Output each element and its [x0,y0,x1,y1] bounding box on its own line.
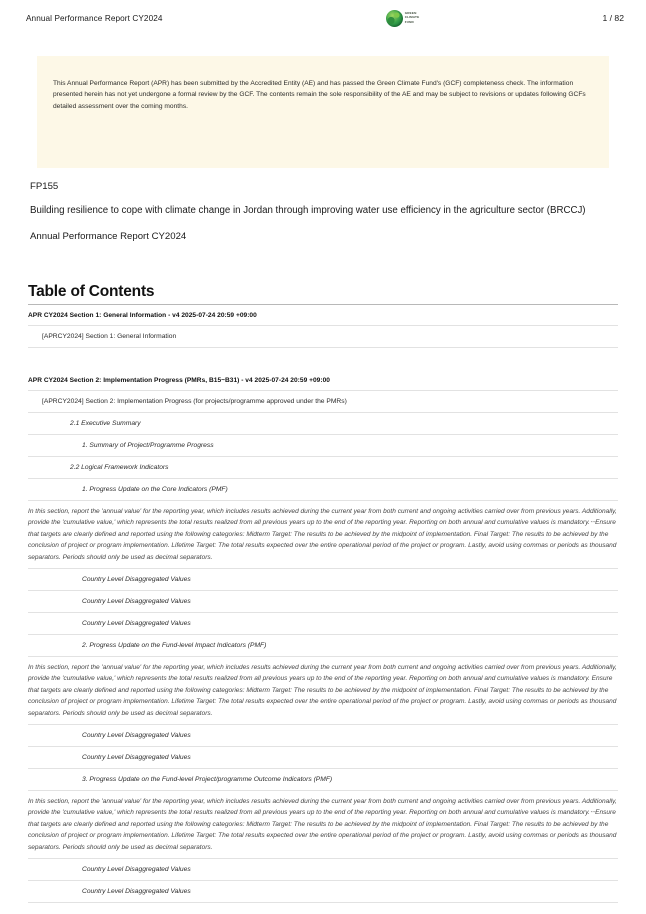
toc-item-country-values[interactable]: Country Level Disaggregated Values [82,620,191,628]
toc-heading: Table of Contents [28,283,618,305]
logo-line-fund: FUND [404,19,414,24]
toc-row [28,413,618,435]
page-header-title: Annual Performance Report CY2024 [26,13,163,23]
toc-section1-header[interactable]: APR CY2024 Section 1: General Information - v4 2025-07-24 20:59 +09:00 [28,312,257,319]
page-number: 1 / 82 [602,13,624,23]
toc-item-country-values[interactable]: Country Level Disaggregated Values [82,576,191,584]
toc-row [28,501,618,569]
toc-row [28,370,618,391]
toc-guidance-text: In this section, report the 'annual value' for the reporting year, which includes results achieved during the current year from both current and ongoing activities carried over from previous years. Additionally, provide the 'cumulative value,' which represents the total results realized from all previous years up to the end of the reporting year. Reporting on both annual and cumulative values is mandatory.⸱⸱⸱Ensure that targets are clearly defined and reported using the following categories: Midterm Target: The results to be achieved by the midpoint of implementation. Final Target: The results to be achieved by the conclusion of project or program implementation. Lifetime Target: The total results expected over the entire operational period of the project or program. Lastly, avoid using commas or periods as thousand separators. Periods should only be used as decimal separators. [28,508,617,561]
report-subtitle: Annual Performance Report CY2024 [30,230,187,242]
toc-row [28,391,618,413]
toc-row [28,657,618,725]
toc-row [28,305,618,326]
toc-item-country-values[interactable]: Country Level Disaggregated Values [82,888,191,896]
toc-row [28,591,618,613]
gcf-logo-wordmark [405,12,420,24]
toc-row [28,769,618,791]
toc-row [28,725,618,747]
toc-item-country-values[interactable]: Country Level Disaggregated Values [82,866,191,874]
toc-guidance-impact-indicators [28,657,618,724]
toc-row [28,435,618,457]
toc-spacer [28,348,618,370]
project-title: Building resilience to cope with climate change in Jordan through improving water use efficiency in the agriculture sector (BRCCJ) [30,205,586,216]
toc-row [28,881,618,903]
document-title-block [30,180,612,243]
completeness-notice-box [37,56,609,168]
completeness-notice-text: This Annual Performance Report (APR) has been submitted by the Accredited Entity (AE) and has passed the Green Climate Fund's (GCF) completeness check. The information presented herein has not yet undergone a formal review by the GCF. The contents remain the sole responsibility of the AE and may be subject to revisions or updates following GCFs detailed assessment over the coming months. [53,80,586,110]
toc-item-summary-progress[interactable]: 1. Summary of Project/Programme Progress [82,442,214,449]
gcf-logo [386,10,420,27]
toc-item-country-values[interactable]: Country Level Disaggregated Values [82,598,191,606]
toc-guidance-outcome-indicators [28,791,618,858]
logo-line-climate: CLIMATE [404,15,420,20]
toc-guidance-text: In this section, report the 'annual value' for the reporting year, which includes results achieved during the current year from both current and ongoing activities carried over from previous years. Additionally, provide the 'cumulative value,' which represents the total results realized from all previous years up to the end of the reporting year. Reporting on both annual and cumulative values is mandatory.⸱⸱⸱Ensure that targets are clearly defined and reported using the following categories: Midterm Target: The results to be achieved by the midpoint of implementation. Final Target: The results to be achieved by the conclusion of project or program implementation. Lifetime Target: The total results expected over the entire operational period of the project or program. Lastly, avoid using commas or periods as thousand separators. Periods should only be used as decimal separators. [28,798,617,851]
toc-section2-item[interactable]: [APRCY2024] Section 2: Implementation Progress (for projects/programme approved under the PMRs) [42,398,347,405]
project-code: FP155 [30,181,59,192]
toc-item-outcome-indicators[interactable]: 3. Progress Update on the Fund-level Project/programme Outcome Indicators (PMF) [82,776,333,784]
toc-row [28,613,618,635]
toc-guidance-core-indicators [28,501,618,568]
toc-row [28,635,618,657]
logo-line-green: GREEN [404,10,417,15]
globe-icon [386,10,403,27]
toc-item-country-values[interactable]: Country Level Disaggregated Values [82,732,191,740]
toc-row [28,747,618,769]
toc-row [28,569,618,591]
toc-row [28,791,618,859]
table-of-contents [28,283,618,903]
toc-item-logical-framework[interactable]: 2.2 Logical Framework Indicators [70,464,169,471]
toc-guidance-text: In this section, report the 'annual value' for the reporting year, which includes results achieved during the current year from both current and ongoing activities carried over from previous years. Additionally, provide the 'cumulative value,' which represents the total results realized from all previous years up to the end of the reporting year. Reporting on both annual and cumulative values is mandatory. Ensure that targets are clearly defined and reported using the following categories: Midterm Target: The results to be achieved by the midpoint of implementation. Final Target: The results to be achieved by the conclusion of project or program implementation. Lifetime Target: The total results expected over the entire operational period of the project or program. Lastly, avoid using commas or periods as thousand separators. Periods should only be used as decimal separators. [28,664,617,717]
toc-item-country-values[interactable]: Country Level Disaggregated Values [82,754,191,762]
page-header [0,0,646,26]
toc-section2-header[interactable]: APR CY2024 Section 2: Implementation Progress (PMRs, B15~B31) - v4 2025-07-24 20:59 +09:00 [28,377,330,384]
toc-section1-item[interactable]: [APRCY2024] Section 1: General Information [42,333,177,340]
toc-item-core-indicators[interactable]: 1. Progress Update on the Core Indicators (PMF) [82,486,228,493]
toc-row [28,479,618,501]
toc-row [28,326,618,348]
toc-row [28,457,618,479]
toc-item-executive-summary[interactable]: 2.1 Executive Summary [70,420,141,427]
toc-item-impact-indicators[interactable]: 2. Progress Update on the Fund-level Impact Indicators (PMF) [82,642,267,650]
toc-row [28,859,618,881]
